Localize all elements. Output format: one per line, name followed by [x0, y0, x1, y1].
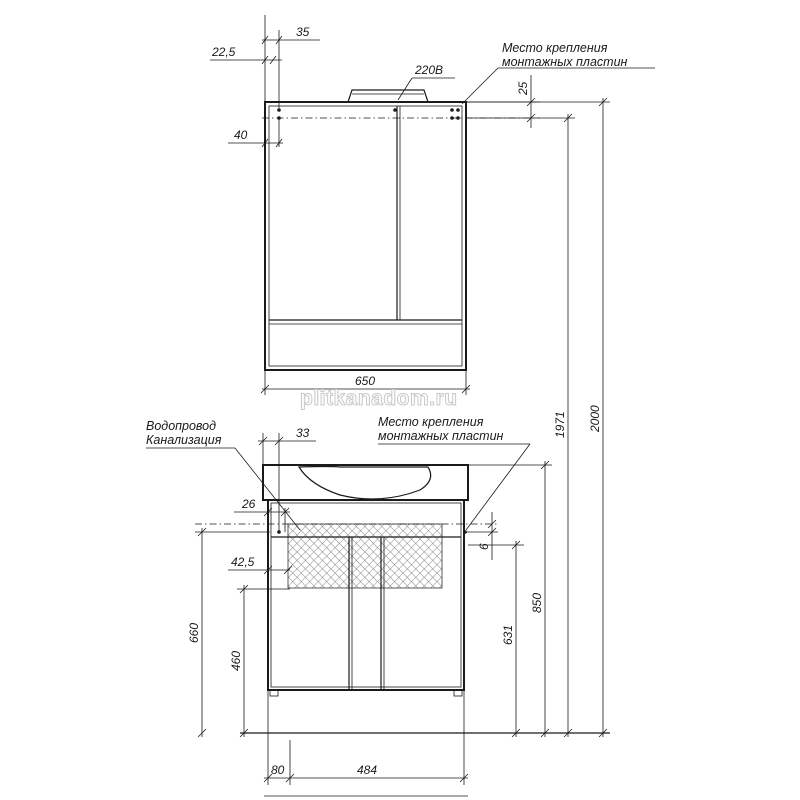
mount-label-bottom-1: Место крепления: [378, 415, 484, 429]
mount-label-top-1: Место крепления: [502, 41, 608, 55]
dim-850: 850: [530, 592, 544, 613]
dim-631: 631: [501, 624, 515, 645]
mount-label-bottom-2: монтажных пластин: [378, 429, 504, 443]
mount-point: [450, 116, 454, 120]
mount-point: [456, 116, 460, 120]
dim-2000: 2000: [588, 405, 602, 432]
mount-point: [393, 108, 397, 112]
sewer-label: Канализация: [146, 433, 222, 447]
dim-460: 460: [229, 650, 243, 671]
mount-point: [277, 108, 281, 112]
dim-26: 26: [242, 497, 256, 511]
basin-top: [263, 465, 468, 500]
dim-484: 484: [357, 763, 378, 777]
dim-6: 6: [477, 543, 491, 550]
bottom-cabinet: [146, 98, 610, 796]
dim-660: 660: [187, 622, 201, 643]
service-zone: [288, 524, 442, 588]
mount-point: [450, 108, 454, 112]
watermark: plitkanadom.ru: [300, 387, 458, 410]
basin-bowl: [299, 467, 431, 500]
dim-33: 33: [296, 426, 310, 440]
water-supply-label: Водопровод: [146, 419, 217, 433]
dim-650: 650: [355, 374, 376, 388]
dim-1971: 1971: [553, 411, 567, 438]
top-cabinet-inner-outline: [269, 106, 462, 366]
dim-42-5: 42,5: [231, 555, 255, 569]
mount-point: [456, 108, 460, 112]
power-label: 220В: [415, 63, 444, 77]
top-cabinet-outline: [265, 102, 466, 370]
dim-35: 35: [296, 25, 310, 39]
mount-label-top-2: монтажных пластин: [502, 55, 628, 69]
dim-80: 80: [271, 763, 285, 777]
dim-40: 40: [234, 128, 248, 142]
dim-25: 25: [516, 81, 530, 95]
lamp: [348, 90, 428, 102]
top-cabinet: [210, 15, 655, 395]
dim-22-5: 22,5: [212, 45, 236, 59]
